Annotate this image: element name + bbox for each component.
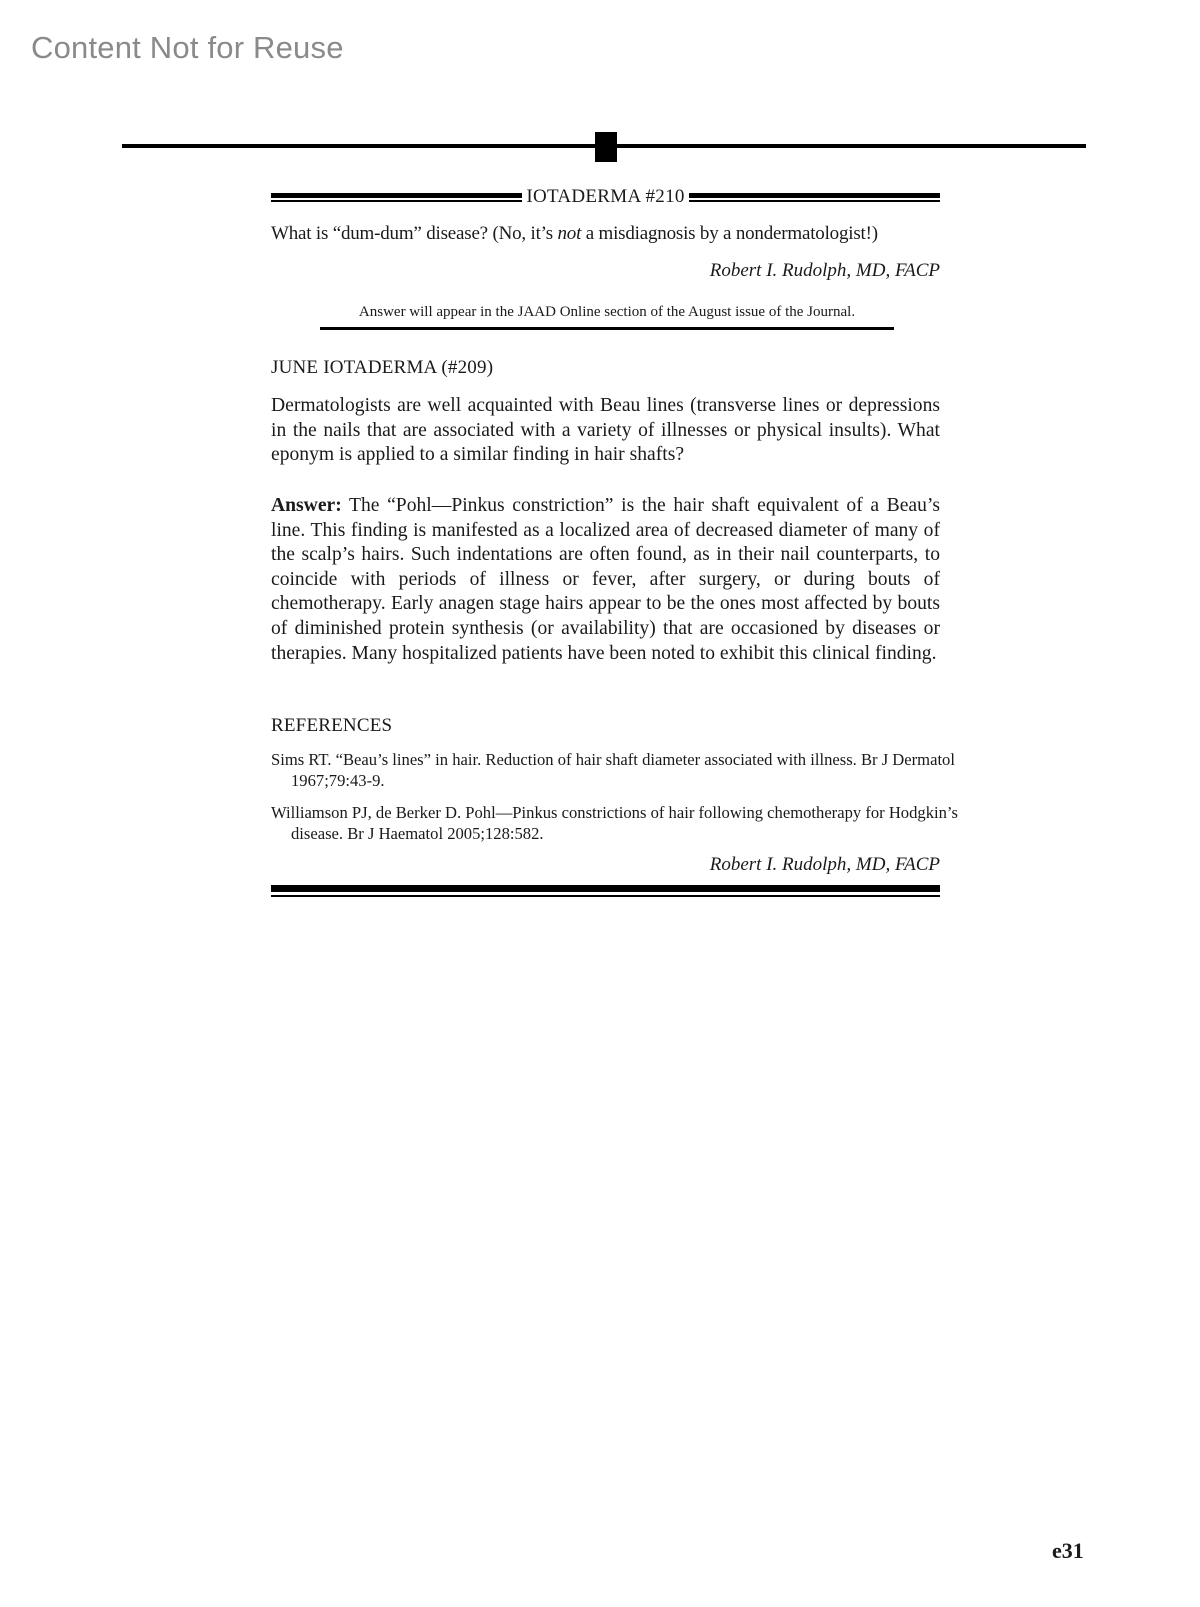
header-rule-right <box>689 192 940 202</box>
author-signature-bottom: Robert I. Rudolph, MD, FACP <box>709 854 940 875</box>
question-text-end: a misdiagnosis by a nondermatologist!) <box>581 223 878 244</box>
answer-note: Answer will appear in the JAAD Online section of the August issue of the Journal. <box>320 304 894 330</box>
page-number: e31 <box>1052 1538 1084 1563</box>
june-question-text <box>271 394 940 468</box>
watermark-text: Content Not for Reuse <box>31 30 344 65</box>
answer-label: Answer: <box>271 495 342 516</box>
iotaderma-header <box>271 186 940 208</box>
june-question-paragraph: Dermatologists are well acquainted with Beau lines (transverse lines or depressions in the nails that are associated with a variety of illnesses or physical insults). What eponym is applied to a similar finding in hair shafts? <box>271 395 940 466</box>
answer-text: The “Pohl—Pinkus constriction” is the hair shaft equivalent of a Beau’s line. This finding is manifested as a localized area of decreased diameter of many of the scalp’s hairs. Such indentations are often found, as in their nail counterparts, to coincide with periods of illness or fever, after surgery, or during bouts of chemotherapy. Early anagen stage hairs appear to be the ones most affected by bouts of diminished protein synthesis (or availability) that are occasioned by diseases or therapies. Many hospitalized patients have been noted to exhibit this clinical finding. <box>271 495 940 664</box>
section-bottom-rule <box>271 885 940 897</box>
references-heading: REFERENCES <box>271 715 393 736</box>
answer-paragraph <box>271 494 940 666</box>
header-rule-left <box>271 192 522 202</box>
answer-body <box>271 494 940 666</box>
june-heading: JUNE IOTADERMA (#209) <box>271 357 494 378</box>
author-signature-top: Robert I. Rudolph, MD, FACP <box>709 260 940 281</box>
reference-item: Williamson PJ, de Berker D. Pohl—Pinkus constrictions of hair following chemotherapy for Hodgkin’s disease. Br J Haematol 2005;128:582. <box>271 803 958 843</box>
header-title: IOTADERMA #210 <box>526 186 685 207</box>
page-top-rule-marker <box>595 132 617 162</box>
quiz-question <box>271 223 940 245</box>
question-text-start: What is “dum-dum” disease? (No, it’s <box>271 223 558 244</box>
question-emphasis: not <box>557 223 582 244</box>
reference-item: Sims RT. “Beau’s lines” in hair. Reduction of hair shaft diameter associated with illness. Br J Dermatol 1967;79:43-9. <box>271 750 955 790</box>
